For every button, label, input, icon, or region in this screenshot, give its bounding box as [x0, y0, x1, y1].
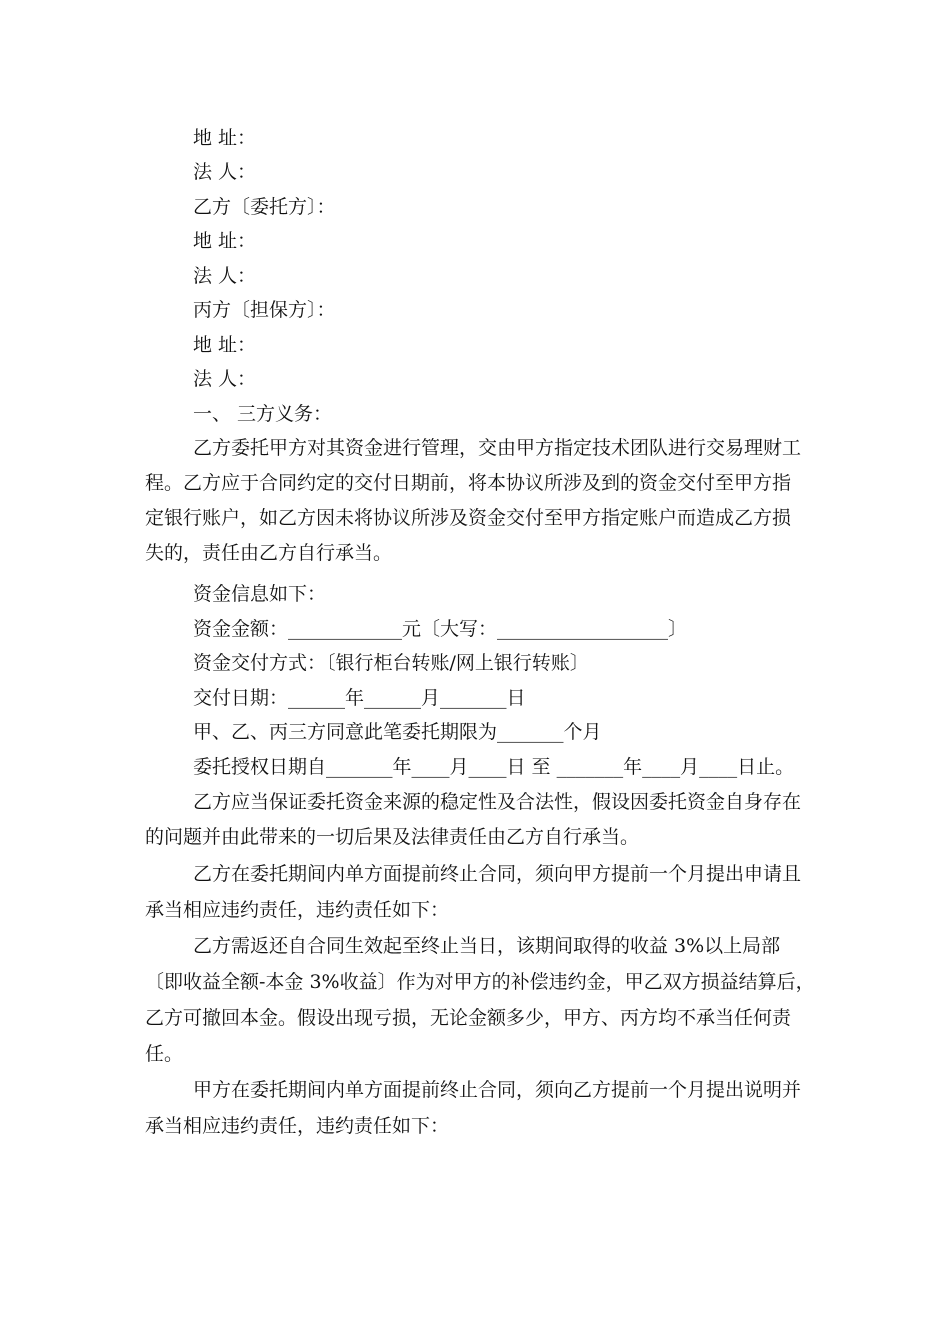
paragraph-line: 〔即收益全额-本金 3%收益〕作为对甲方的补偿违约金，甲乙双方损益结算后， [145, 971, 815, 993]
paragraph-line: 任。 [145, 1043, 184, 1065]
paragraph-line: 定银行账户，如乙方因未将协议所涉及资金交付至甲方指定账户而造成乙方损 [145, 507, 792, 529]
paragraph-line: 乙方在委托期间内单方面提前终止合同，须向甲方提前一个月提出申请且 [193, 863, 802, 885]
term-line: 甲、乙、丙三方同意此笔委托期限为_______个月 [193, 721, 602, 743]
fund-amount-line: 资金金额：____________元〔大写：__________________〕 [193, 618, 688, 640]
paragraph-line: 乙方可撤回本金。假设出现亏损，无论金额多少，甲方、丙方均不承当任何责 [145, 1007, 792, 1029]
legal-person-label: 法 人： [193, 368, 257, 390]
paragraph-line: 承当相应违约责任，违约责任如下： [145, 1115, 450, 1137]
address-label: 地 址： [193, 127, 257, 149]
paragraph-line: 程。乙方应于合同约定的交付日期前，将本协议所涉及到的资金交付至甲方指 [145, 472, 792, 494]
paragraph-line: 甲方在委托期间内单方面提前终止合同，须向乙方提前一个月提出说明并 [193, 1079, 802, 1101]
party-c-label: 丙方〔担保方〕： [193, 299, 336, 321]
address-label: 地 址： [193, 334, 257, 356]
section-title: 一、 三方义务： [193, 403, 333, 425]
address-label: 地 址： [193, 230, 257, 252]
authorization-date-line: 委托授权日期自_______年____月____日 至 _______年____月____日止。 [193, 756, 795, 778]
paragraph-line: 的问题并由此带来的一切后果及法律责任由乙方自行承当。 [145, 826, 640, 848]
paragraph-line: 承当相应违约责任，违约责任如下： [145, 899, 450, 921]
legal-person-label: 法 人： [193, 161, 257, 183]
paragraph-line: 乙方需返还自合同生效起至终止当日，该期间取得的收益 3%以上局部 [193, 935, 781, 957]
party-b-label: 乙方〔委托方〕： [193, 196, 336, 218]
delivery-date-line: 交付日期：______年______月_______日 [193, 687, 526, 709]
paragraph-line: 失的，责任由乙方自行承当。 [145, 542, 393, 564]
fund-info-heading: 资金信息如下： [193, 583, 327, 605]
paragraph-line: 乙方应当保证委托资金来源的稳定性及合法性，假设因委托资金自身存在 [193, 791, 802, 813]
payment-method-line: 资金交付方式：〔银行柜台转账/网上银行转账〕 [193, 652, 589, 674]
paragraph-line: 乙方委托甲方对其资金进行管理，交由甲方指定技术团队进行交易理财工 [193, 437, 802, 459]
legal-person-label: 法 人： [193, 265, 257, 287]
